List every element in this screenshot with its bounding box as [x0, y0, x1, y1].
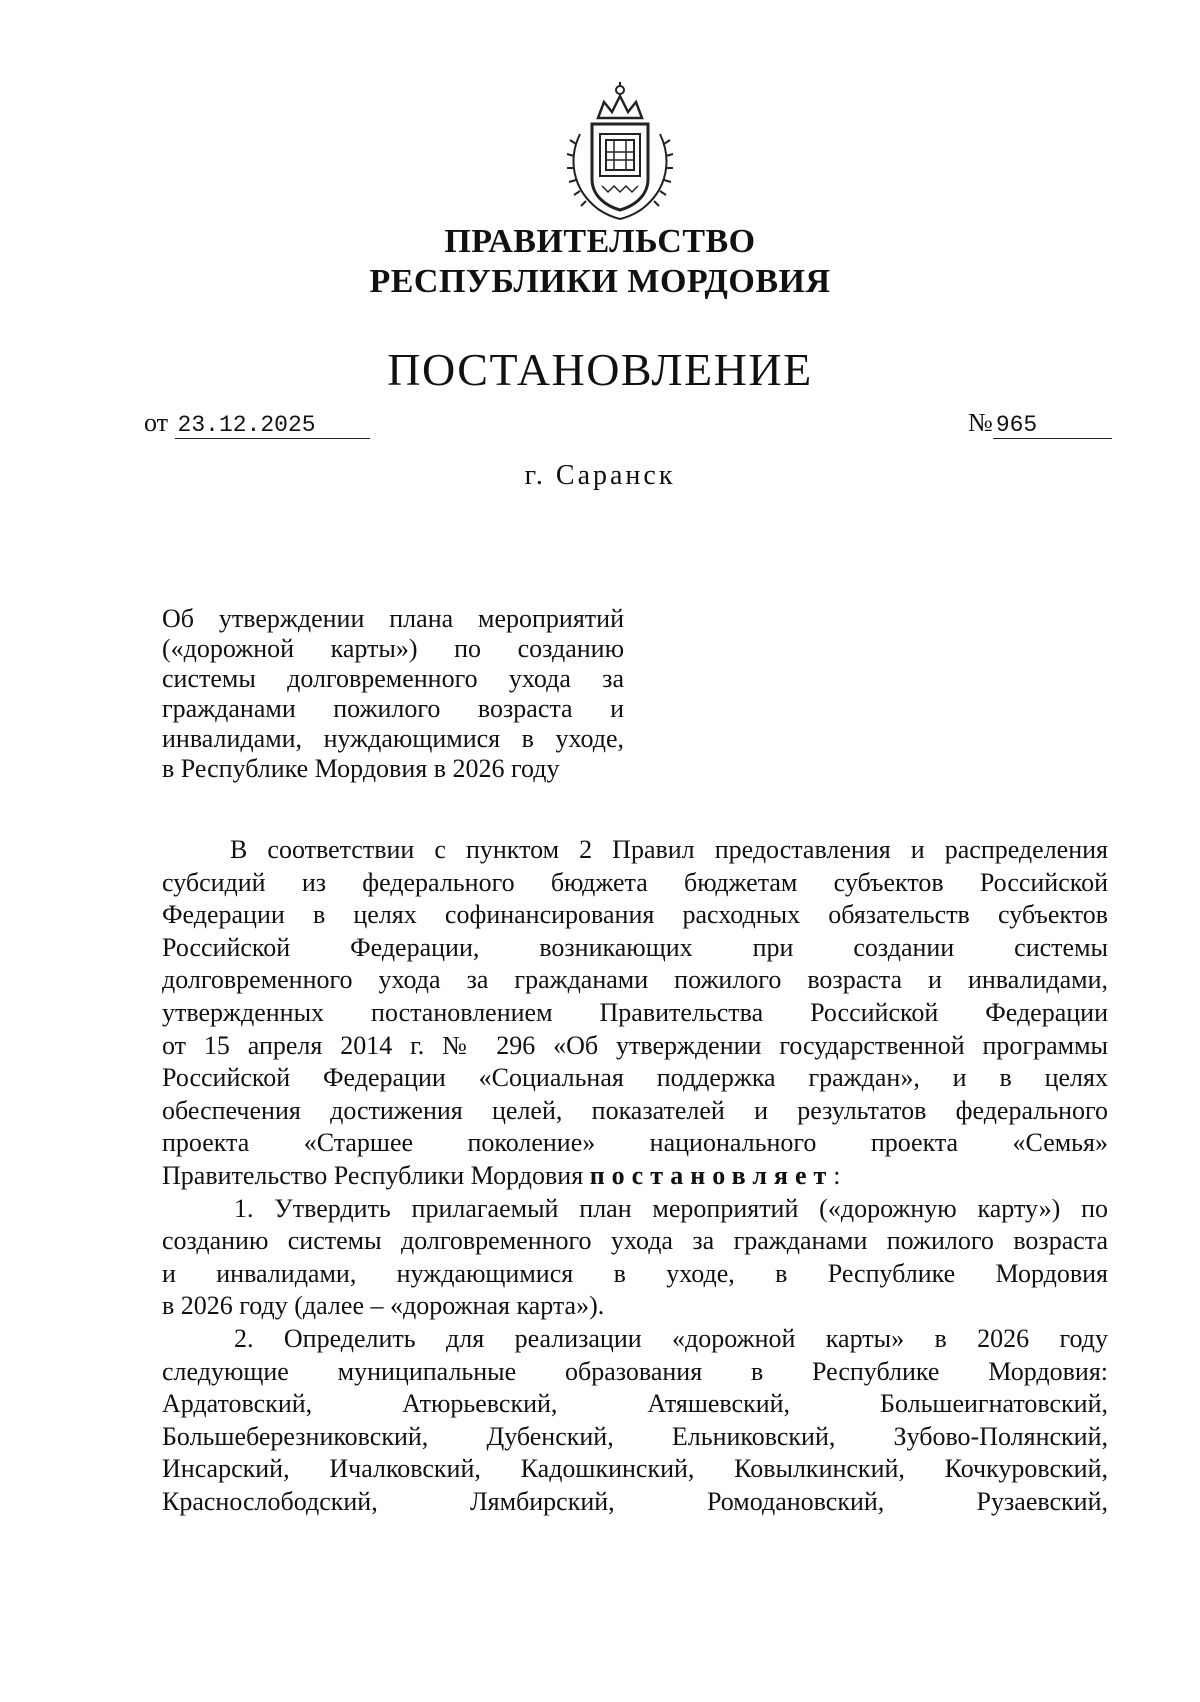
date-row [144, 408, 370, 439]
subject-line: системы долговременного ухода за [162, 664, 624, 693]
government-name-line-1: ПРАВИТЕЛЬСТВО [444, 223, 756, 260]
document-body [162, 834, 1108, 1518]
subject-line: гражданами пожилого возраста и [162, 694, 624, 723]
item-1-line: 1. Утвердить прилагаемый план мероприятий («дорожную карту») по [234, 1193, 1108, 1223]
city-line: г. Саранск [524, 460, 676, 491]
subject-line: инвалидами, нуждающимися в уходе, [162, 724, 624, 753]
document-subject [162, 604, 624, 784]
preamble-line: Федерации в целях софинансирования расходных обязательств субъектов [162, 900, 1108, 930]
preamble-line: утвержденных постановлением Правительства Российской Федерации [162, 997, 1108, 1027]
item-1-line: в 2026 году (далее – «дорожная карта»). [162, 1291, 605, 1321]
item-2-line: Инсарский, Ичалковский, Кадошкинский, Ковылкинский, Кочкуровский, [162, 1454, 1108, 1484]
preamble-line: субсидий из федерального бюджета бюджетам субъектов Российской [162, 867, 1108, 897]
number-field: 965 [993, 412, 1112, 439]
item-2-line: Ардатовский, Атюрьевский, Атяшевский, Большеигнатовский, [162, 1389, 1108, 1419]
decree-colon: : [833, 1160, 841, 1190]
item-2-line: 2. Определить для реализации «дорожной карты» в 2026 году [234, 1323, 1108, 1353]
date-field: 23.12.2025 [175, 412, 370, 439]
item-2-line: следующие муниципальные образования в Республике Мордовия: [162, 1356, 1108, 1386]
subject-line: в Республике Мордовия в 2026 году [162, 754, 560, 783]
preamble-line: Российской Федерации «Социальная поддержка граждан», и в целях [162, 1063, 1108, 1093]
number-row [968, 408, 1112, 439]
item-2-line: Краснослободский, Лямбирский, Ромодановский, Рузаевский, [162, 1486, 1108, 1516]
date-prefix: от [144, 408, 169, 437]
preamble-government: Правительство Республики Мордовия [162, 1160, 584, 1190]
preamble-line: от 15 апреля 2014 г. № 296 «Об утверждении государственной программы [162, 1030, 1108, 1060]
preamble-line: В соответствии с пунктом 2 Правил предоставления и распределения [230, 835, 1108, 864]
preamble-final-line [162, 1160, 1108, 1193]
subject-line: Об утверждении плана мероприятий [162, 604, 624, 633]
preamble-line: проекта «Старшее поколение» национального проекта «Семья» [162, 1128, 1108, 1158]
item-1-line: и инвалидами, нуждающимися в уходе, в Республике Мордовия [162, 1258, 1108, 1288]
number-prefix: № [968, 408, 993, 437]
preamble-line: долговременного ухода за гражданами пожилого возраста и инвалидами, [162, 965, 1108, 995]
coat-of-arms-emblem [558, 74, 682, 224]
government-name-line-2: РЕСПУБЛИКИ МОРДОВИЯ [369, 263, 831, 300]
document-type-title: ПОСТАНОВЛЕНИЕ [387, 344, 813, 395]
subject-line: («дорожной карты») по созданию [162, 634, 624, 663]
preamble-line: обеспечения достижения целей, показателей и результатов федерального [162, 1095, 1108, 1125]
preamble-line: Российской Федерации, возникающих при создании системы [162, 932, 1108, 962]
item-2-line: Большеберезниковский, Дубенский, Ельниковский, Зубово-Полянский, [162, 1421, 1108, 1451]
item-1-line: созданию системы долговременного ухода за гражданами пожилого возраста [162, 1226, 1108, 1256]
decree-word: постановляет [589, 1160, 834, 1190]
